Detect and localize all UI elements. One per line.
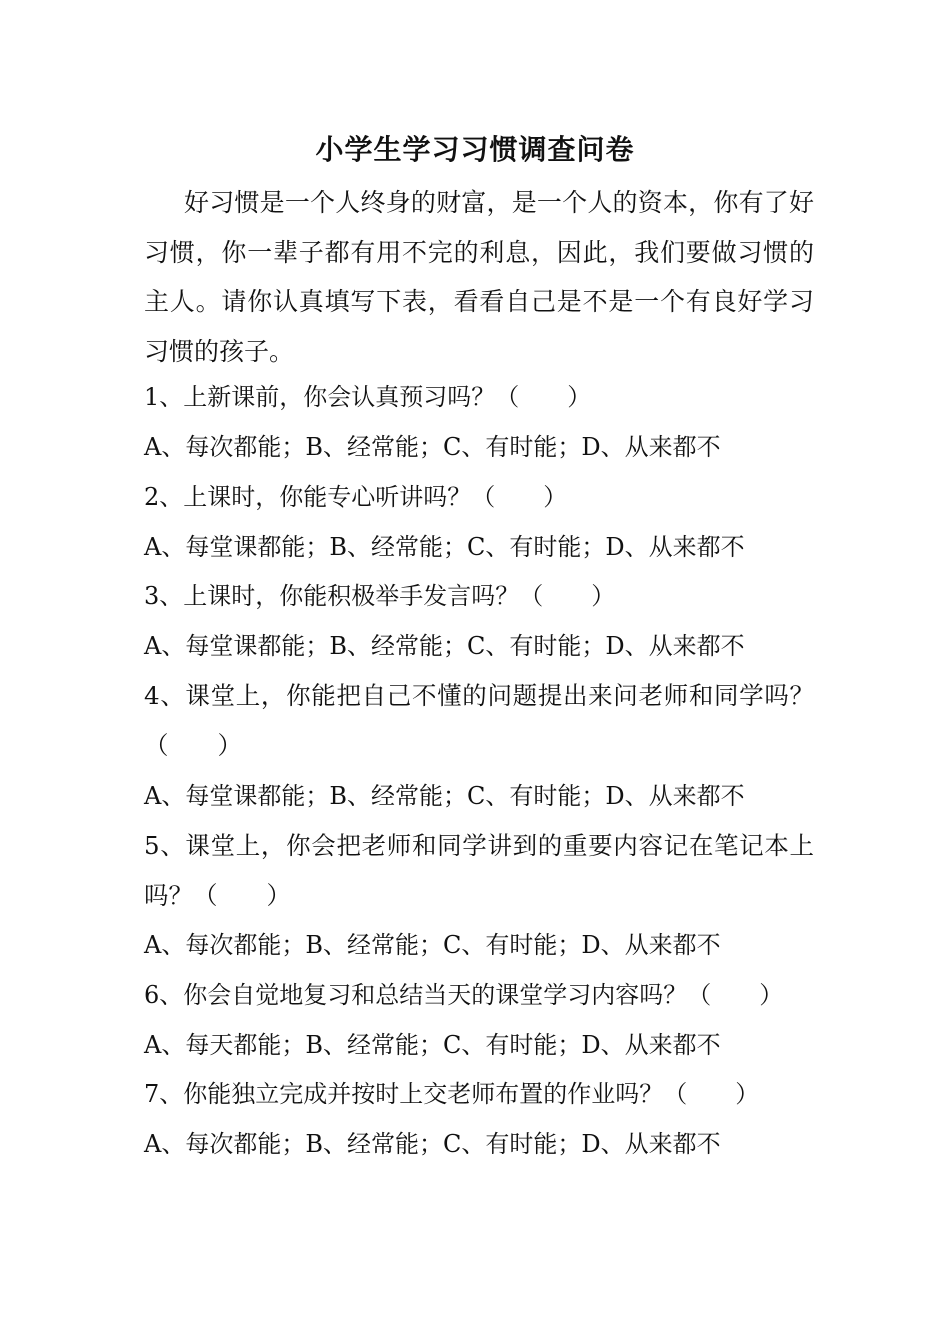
question-2: 2、上课时，你能专心听讲吗？（ ） xyxy=(144,483,568,511)
question-7: 7、你能独立完成并按时上交老师布置的作业吗？（ ） xyxy=(144,1080,760,1108)
question-7-options: A、每次都能；B、经常能；C、有时能；D、从来都不 xyxy=(144,1130,721,1158)
intro-paragraph: 好习惯是一个人终身的财富，是一个人的资本，你有了好习惯，你一辈子都有用不完的利息，因此，我们要做习惯的主人。请你认真填写下表，看看自己是不是一个有良好学习习惯的孩子。 xyxy=(144,188,814,366)
question-1: 1、上新课前，你会认真预习吗？（ ） xyxy=(144,383,592,411)
question-3: 3、上课时，你能积极举手发言吗？（ ） xyxy=(144,582,616,610)
question-2-options: A、每堂课都能；B、经常能；C、有时能；D、从来都不 xyxy=(144,533,745,561)
question-5: 5、课堂上，你会把老师和同学讲到的重要内容记在笔记本上吗？（ ） xyxy=(144,831,814,910)
question-1-options: A、每次都能；B、经常能；C、有时能；D、从来都不 xyxy=(144,433,721,461)
question-6: 6、你会自觉地复习和总结当天的课堂学习内容吗？（ ） xyxy=(144,981,784,1009)
question-6-options: A、每天都能；B、经常能；C、有时能；D、从来都不 xyxy=(144,1031,721,1059)
question-4-options: A、每堂课都能；B、经常能；C、有时能；D、从来都不 xyxy=(144,782,745,810)
question-5-options: A、每次都能；B、经常能；C、有时能；D、从来都不 xyxy=(144,931,721,959)
page-title: 小学生学习习惯调查问卷 xyxy=(315,133,635,166)
question-4: 4、课堂上，你能把自己不懂的问题提出来问老师和同学吗？（ ） xyxy=(144,681,814,760)
question-3-options: A、每堂课都能；B、经常能；C、有时能；D、从来都不 xyxy=(144,632,745,660)
